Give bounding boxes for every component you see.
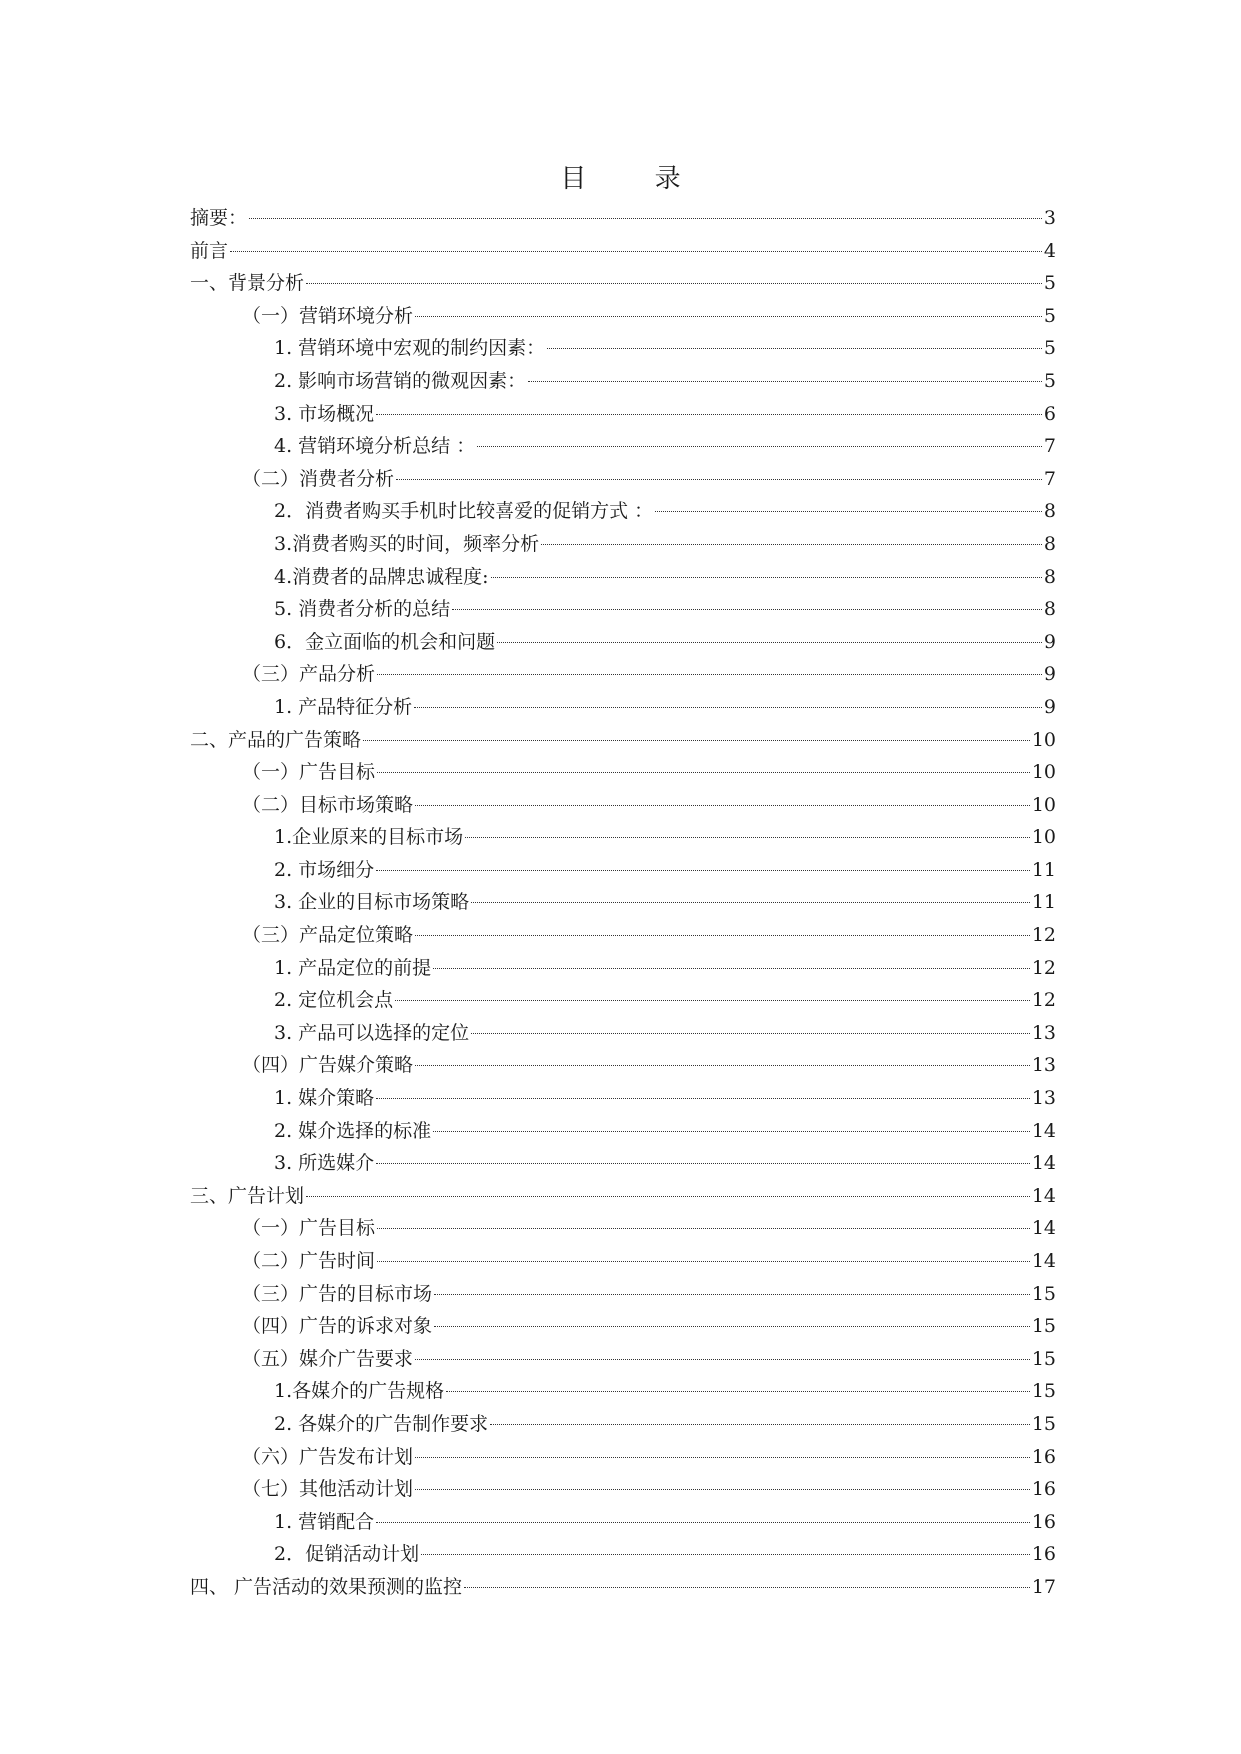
toc-entry-page-number: 16 <box>1031 1543 1056 1566</box>
toc-entry-label: 1.企业原来的目标市场 <box>274 826 464 849</box>
toc-entry[interactable] <box>190 658 1056 691</box>
toc-entry-page-number: 14 <box>1031 1119 1056 1142</box>
toc-entry-label: 2. 媒介选择的标准 <box>274 1119 432 1142</box>
toc-entry-page-number: 8 <box>1043 565 1056 588</box>
toc-entry-label: 2．消费者购买手机时比较喜爱的促销方式 ： <box>274 500 654 523</box>
toc-entry-label: 3. 市场概况 <box>274 402 375 425</box>
toc-entry-page-number: 12 <box>1031 989 1056 1012</box>
toc-entry[interactable] <box>190 1049 1056 1082</box>
dot-leader <box>396 479 1042 480</box>
dot-leader <box>306 283 1042 284</box>
toc-entry-page-number: 9 <box>1043 663 1056 686</box>
toc-entry-page-number: 12 <box>1031 956 1056 979</box>
toc-entry-page-number: 7 <box>1043 467 1056 490</box>
dot-leader <box>497 642 1042 643</box>
toc-entry-label: 3. 所选媒介 <box>274 1152 375 1175</box>
toc-entry-page-number: 14 <box>1031 1152 1056 1175</box>
toc-entry-label: 1. 营销环境中宏观的制约因素： <box>274 337 546 360</box>
toc-entry-label: （六）广告发布计划 <box>242 1445 414 1468</box>
dot-leader <box>547 348 1042 349</box>
toc-entry-label: （三）广告的目标市场 <box>242 1282 433 1305</box>
toc-entry-page-number: 14 <box>1031 1184 1056 1207</box>
toc-entry-label: （一）广告目标 <box>242 1217 376 1240</box>
toc-entry[interactable] <box>190 430 1056 463</box>
toc-entry[interactable] <box>190 332 1056 365</box>
toc-entry-label: （三）产品定位策略 <box>242 924 414 947</box>
toc-entry-label: （三）产品分析 <box>242 663 376 686</box>
toc-entry[interactable] <box>190 1245 1056 1278</box>
toc-entry-page-number: 3 <box>1043 207 1056 229</box>
toc-entry[interactable] <box>190 626 1056 659</box>
toc-entry-label: （四）广告的诉求对象 <box>242 1315 433 1338</box>
dot-leader <box>434 1326 1030 1327</box>
toc-entry[interactable] <box>190 463 1056 496</box>
dot-leader <box>415 1359 1030 1360</box>
toc-entry-label: （一）营销环境分析 <box>242 304 414 327</box>
toc-entry-page-number: 5 <box>1043 272 1056 295</box>
toc-entry-page-number: 5 <box>1043 369 1056 392</box>
dot-leader <box>376 414 1042 415</box>
toc-entry-label: 四、 广告活动的效果预测的监控 <box>190 1575 463 1598</box>
toc-entry[interactable] <box>190 1212 1056 1245</box>
dot-leader <box>230 251 1042 252</box>
toc-entry-label: 一、背景分析 <box>190 272 305 295</box>
toc-entry-page-number: 15 <box>1031 1347 1056 1370</box>
dot-leader <box>433 968 1030 969</box>
dot-leader <box>471 1033 1030 1034</box>
dot-leader <box>434 1294 1030 1295</box>
dot-leader <box>433 1131 1030 1132</box>
toc-entry-label: 2．促销活动计划 <box>274 1543 420 1566</box>
toc-entry-label: 1. 媒介策略 <box>274 1087 375 1110</box>
toc-entry[interactable] <box>190 1147 1056 1180</box>
dot-leader <box>421 1554 1030 1555</box>
toc-entry[interactable] <box>190 398 1056 431</box>
dot-leader <box>452 609 1042 610</box>
toc-entry[interactable] <box>190 365 1056 398</box>
toc-entry-page-number: 14 <box>1031 1250 1056 1272</box>
toc-entry[interactable] <box>190 202 1056 235</box>
toc-entry[interactable] <box>190 821 1056 854</box>
dot-leader <box>465 837 1030 838</box>
toc-entry-label: 3. 企业的目标市场策略 <box>274 891 470 914</box>
toc-entry[interactable] <box>190 691 1056 724</box>
toc-entry[interactable] <box>190 235 1056 268</box>
dot-leader <box>655 511 1042 512</box>
toc-entry-label: 1. 产品特征分析 <box>274 695 413 718</box>
toc-entry-label: 前言 <box>190 239 229 262</box>
toc-entry[interactable] <box>190 1571 1056 1604</box>
dot-leader <box>395 1000 1030 1001</box>
toc-entry-page-number: 17 <box>1031 1575 1056 1598</box>
toc-entry[interactable] <box>190 1343 1056 1376</box>
toc-entry-page-number: 10 <box>1031 793 1056 816</box>
dot-leader <box>528 381 1042 382</box>
toc-entry-page-number: 4 <box>1043 239 1056 262</box>
toc-entry[interactable] <box>190 724 1056 757</box>
toc-entry-page-number: 10 <box>1031 761 1056 784</box>
dot-leader <box>471 902 1030 903</box>
dot-leader <box>477 446 1042 447</box>
toc-entry-label: 5. 消费者分析的总结 <box>274 598 451 621</box>
toc-entry[interactable] <box>190 984 1056 1017</box>
toc-entry[interactable] <box>190 495 1056 528</box>
toc-entry-page-number: 16 <box>1031 1510 1056 1533</box>
toc-entry[interactable] <box>190 1441 1056 1474</box>
toc-entry[interactable] <box>190 1473 1056 1506</box>
toc-entry-page-number: 16 <box>1031 1445 1056 1468</box>
toc-entry[interactable] <box>190 1082 1056 1115</box>
toc-entry-label: 2. 各媒介的广告制作要求 <box>274 1412 489 1435</box>
toc-entry-page-number: 11 <box>1031 891 1056 914</box>
toc-list <box>190 202 1056 1604</box>
dot-leader <box>415 935 1030 936</box>
toc-entry-page-number: 11 <box>1031 858 1056 881</box>
toc-entry[interactable] <box>190 1506 1056 1539</box>
toc-entry-label: （二）消费者分析 <box>242 467 395 490</box>
toc-entry[interactable] <box>190 952 1056 985</box>
dot-leader <box>377 772 1030 773</box>
dot-leader <box>414 707 1042 708</box>
toc-entry-label: 2. 定位机会点 <box>274 989 394 1012</box>
toc-entry[interactable] <box>190 1180 1056 1213</box>
toc-entry[interactable] <box>190 593 1056 626</box>
toc-entry-label: （五）媒介广告要求 <box>242 1347 414 1370</box>
dot-leader <box>376 870 1030 871</box>
toc-entry-label: （七）其他活动计划 <box>242 1478 414 1501</box>
toc-entry-page-number: 15 <box>1031 1412 1056 1435</box>
dot-leader <box>415 1457 1030 1458</box>
toc-entry[interactable] <box>190 300 1056 333</box>
toc-entry-label: 4.消费者的品牌忠诚程度: <box>274 565 489 588</box>
toc-entry-label: （四）广告媒介策略 <box>242 1054 414 1077</box>
toc-entry-label: 4. 营销环境分析总结 ： <box>274 435 476 458</box>
toc-entry[interactable] <box>190 1115 1056 1148</box>
toc-entry-label: 3.消费者购买的时间，频率分析 <box>274 532 540 555</box>
toc-entry[interactable] <box>190 919 1056 952</box>
toc-entry-page-number: 16 <box>1031 1478 1056 1501</box>
toc-entry-page-number: 13 <box>1031 1087 1056 1110</box>
toc-entry-page-number: 15 <box>1031 1380 1056 1403</box>
dot-leader <box>377 674 1042 675</box>
toc-entry-page-number: 15 <box>1031 1315 1056 1338</box>
dot-leader <box>363 740 1030 741</box>
toc-entry[interactable] <box>190 1408 1056 1441</box>
toc-entry-page-number: 5 <box>1043 304 1056 327</box>
dot-leader <box>491 577 1042 578</box>
toc-entry-page-number: 9 <box>1043 695 1056 718</box>
toc-entry-page-number: 12 <box>1031 924 1056 947</box>
toc-entry[interactable] <box>190 756 1056 789</box>
dot-leader <box>376 1522 1030 1523</box>
toc-entry-page-number: 9 <box>1043 630 1056 653</box>
dot-leader <box>415 805 1030 806</box>
dot-leader <box>376 1163 1030 1164</box>
dot-leader <box>306 1196 1030 1197</box>
toc-entry-page-number: 10 <box>1031 728 1056 751</box>
toc-entry-page-number: 8 <box>1043 598 1056 621</box>
toc-entry-label: 3. 产品可以选择的定位 <box>274 1021 470 1044</box>
dot-leader <box>415 1489 1030 1490</box>
dot-leader <box>376 1098 1030 1099</box>
toc-entry-page-number: 13 <box>1031 1054 1056 1077</box>
toc-entry-page-number: 14 <box>1031 1217 1056 1240</box>
toc-entry-label: 1.各媒介的广告规格 <box>274 1380 445 1403</box>
toc-entry[interactable] <box>190 267 1056 300</box>
dot-leader <box>415 316 1042 317</box>
toc-entry[interactable] <box>190 854 1056 887</box>
toc-entry[interactable] <box>190 1017 1056 1050</box>
toc-entry-page-number: 5 <box>1043 337 1056 360</box>
dot-leader <box>377 1261 1030 1262</box>
toc-entry-page-number: 13 <box>1031 1021 1056 1044</box>
toc-entry-label: 1. 产品定位的前提 <box>274 956 432 979</box>
toc-entry-page-number: 15 <box>1031 1282 1056 1305</box>
dot-leader <box>490 1424 1030 1425</box>
toc-entry[interactable] <box>190 1278 1056 1311</box>
toc-entry-label: 二、产品的广告策略 <box>190 728 362 751</box>
toc-entry-label: 三、广告计划 <box>190 1184 305 1207</box>
toc-entry-label: （二）目标市场策略 <box>242 793 414 816</box>
toc-entry[interactable] <box>190 561 1056 594</box>
toc-entry-label: 摘要： <box>190 207 248 229</box>
toc-entry-label: （一）广告目标 <box>242 761 376 784</box>
toc-title: 目 录 <box>560 164 711 194</box>
toc-entry[interactable] <box>190 886 1056 919</box>
dot-leader <box>464 1587 1030 1588</box>
toc-entry[interactable] <box>190 789 1056 822</box>
toc-entry-page-number: 10 <box>1031 826 1056 849</box>
toc-entry-page-number: 7 <box>1043 435 1056 458</box>
toc-entry[interactable] <box>190 1375 1056 1408</box>
dot-leader <box>541 544 1042 545</box>
toc-entry-label: （二）广告时间 <box>242 1250 376 1272</box>
toc-entry-label: 2. 市场细分 <box>274 858 375 881</box>
toc-entry[interactable] <box>190 1310 1056 1343</box>
toc-entry-label: 6．金立面临的机会和问题 <box>274 630 496 653</box>
toc-entry-page-number: 8 <box>1043 532 1056 555</box>
dot-leader <box>446 1391 1030 1392</box>
dot-leader <box>249 218 1042 219</box>
dot-leader <box>415 1065 1030 1066</box>
toc-entry-label: 1. 营销配合 <box>274 1510 375 1533</box>
toc-entry-label: 2. 影响市场营销的微观因素： <box>274 369 527 392</box>
toc-entry[interactable] <box>190 1538 1056 1571</box>
dot-leader <box>377 1228 1030 1229</box>
toc-entry-page-number: 6 <box>1043 402 1056 425</box>
toc-entry-page-number: 8 <box>1043 500 1056 523</box>
toc-entry[interactable] <box>190 528 1056 561</box>
